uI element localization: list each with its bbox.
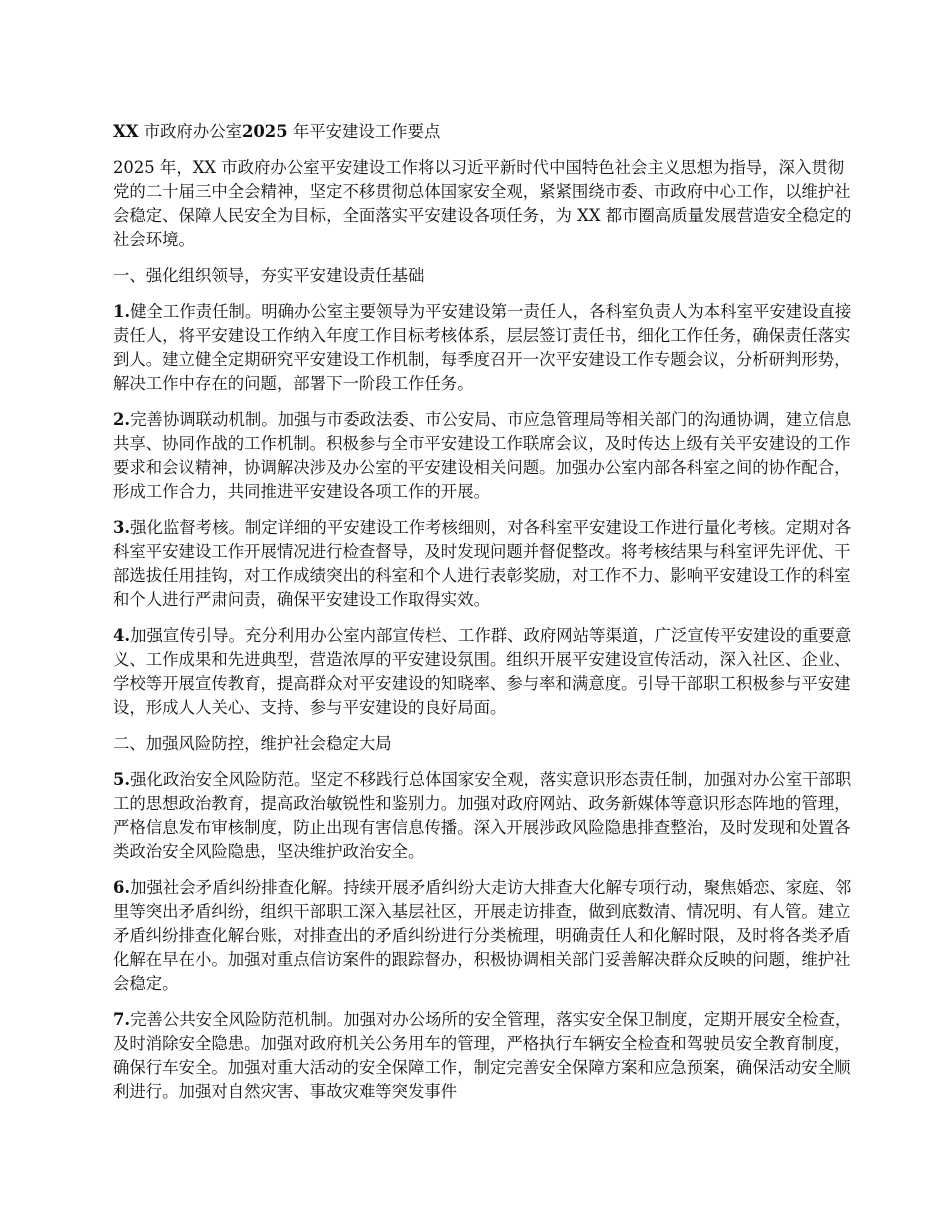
item-number-5: 5. [113,770,131,789]
item-number-4: 4. [113,626,131,645]
item-text-3: 强化监督考核。制定详细的平安建设工作考核细则，对各科室平安建设工作进行量化考核。定期对各科室平安建设工作开展情况进行检查督导，及时发现问题并督促整改。将考核结果与科室评先评优、干部选拔任用挂钩，对工作成绩突出的科室和个人进行表彰奖励，对工作不力、影响平安建设工作的科室和个人进行严肃问责，确保平安建设工作取得实效。 [113,518,852,609]
title-mid: 市政府办公室 [143,122,242,141]
item-text-7: 完善公共安全风险防范机制。加强对办公场所的安全管理，落实安全保卫制度，定期开展安全检查，及时消除安全隐患。加强对政府机关公务用车的管理，严格执行车辆安全检查和驾驶员安全教育制度，确保行车安全。加强对重大活动的安全保障工作，制定完善安全保障方案和应急预案，确保活动安全顺利进行。加强对自然灾害、事故灾难等突发事件 [113,1010,852,1101]
document-page [113,120,858,1116]
section-heading-2: 二、加强风险防控，维护社会稳定大局 [113,734,392,753]
item-number-1: 1. [113,302,131,321]
item-text-2: 完善协调联动机制。加强与市委政法委、市公安局、市应急管理局等相关部门的沟通协调，建立信息共享、协同作战的工作机制。积极参与全市平安建设工作联席会议，及时传达上级有关平安建设的工作要求和会议精神，协调解决涉及办公室的平安建设相关问题。加强办公室内部各科室之间的协作配合，形成工作合力，共同推进平安建设各项工作的开展。 [113,410,852,501]
section-heading-1: 一、强化组织领导，夯实平安建设责任基础 [113,266,425,285]
item-text-1: 健全工作责任制。明确办公室主要领导为平安建设第一责任人，各科室负责人为本科室平安建设直接责任人，将平安建设工作纳入年度工作目标考核体系，层层签订责任书，细化工作任务，确保责任落实到人。建立健全定期研究平安建设工作机制，每季度召开一次平安建设工作专题会议，分析研判形势，解决工作中存在的问题，部署下一阶段工作任务。 [113,302,852,393]
title-suffix: 年平安建设工作要点 [292,122,441,141]
item-number-6: 6. [113,878,131,897]
item-paragraph-3 [113,516,858,612]
item-number-3: 3. [113,518,131,537]
title-year: 2025 [242,122,288,141]
item-paragraph-2 [113,408,858,504]
item-number-2: 2. [113,410,131,429]
item-paragraph-5 [113,768,858,864]
item-paragraph-4 [113,624,858,720]
item-text-5: 强化政治安全风险防范。坚定不移践行总体国家安全观，落实意识形态责任制，加强对办公室干部职工的思想政治教育，提高政治敏锐性和鉴别力。加强对政府网站、政务新媒体等意识形态阵地的管理，严格信息发布审核制度，防止出现有害信息传播。深入开展涉政风险隐患排查整治，及时发现和处置各类政治安全风险隐患，坚决维护政治安全。 [113,770,852,861]
item-text-6: 加强社会矛盾纠纷排查化解。持续开展矛盾纠纷大走访大排查大化解专项行动，聚焦婚恋、家庭、邻里等突出矛盾纠纷，组织干部职工深入基层社区，开展走访排查，做到底数清、情况明、有人管。建立矛盾纠纷排查化解台账，对排查出的矛盾纠纷进行分类梳理，明确责任人和化解时限，及时将各类矛盾化解在早在小。加强对重点信访案件的跟踪督办，积极协调相关部门妥善解决群众反映的问题，维护社会稳定。 [113,878,852,993]
intro-paragraph: 2025 年，XX 市政府办公室平安建设工作将以习近平新时代中国特色社会主义思想为指导，深入贯彻党的二十届三中全会精神，坚定不移贯彻总体国家安全观，紧紧围绕市委、市政府中心工作，以维护社会稳定、保障人民安全为目标，全面落实平安建设各项任务，为 XX 都市圈高质量发展营造安全稳定的社会环境。 [113,158,852,249]
title-prefix: XX [113,122,139,141]
item-paragraph-7 [113,1008,858,1104]
item-paragraph-6 [113,876,858,996]
item-paragraph-1 [113,300,858,396]
document-title [113,120,858,144]
item-number-7: 7. [113,1010,131,1029]
item-text-4: 加强宣传引导。充分利用办公室内部宣传栏、工作群、政府网站等渠道，广泛宣传平安建设的重要意义、工作成果和先进典型，营造浓厚的平安建设氛围。组织开展平安建设宣传活动，深入社区、企业、学校等开展宣传教育，提高群众对平安建设的知晓率、参与率和满意度。引导干部职工积极参与平安建设，形成人人关心、支持、参与平安建设的良好局面。 [113,626,852,717]
